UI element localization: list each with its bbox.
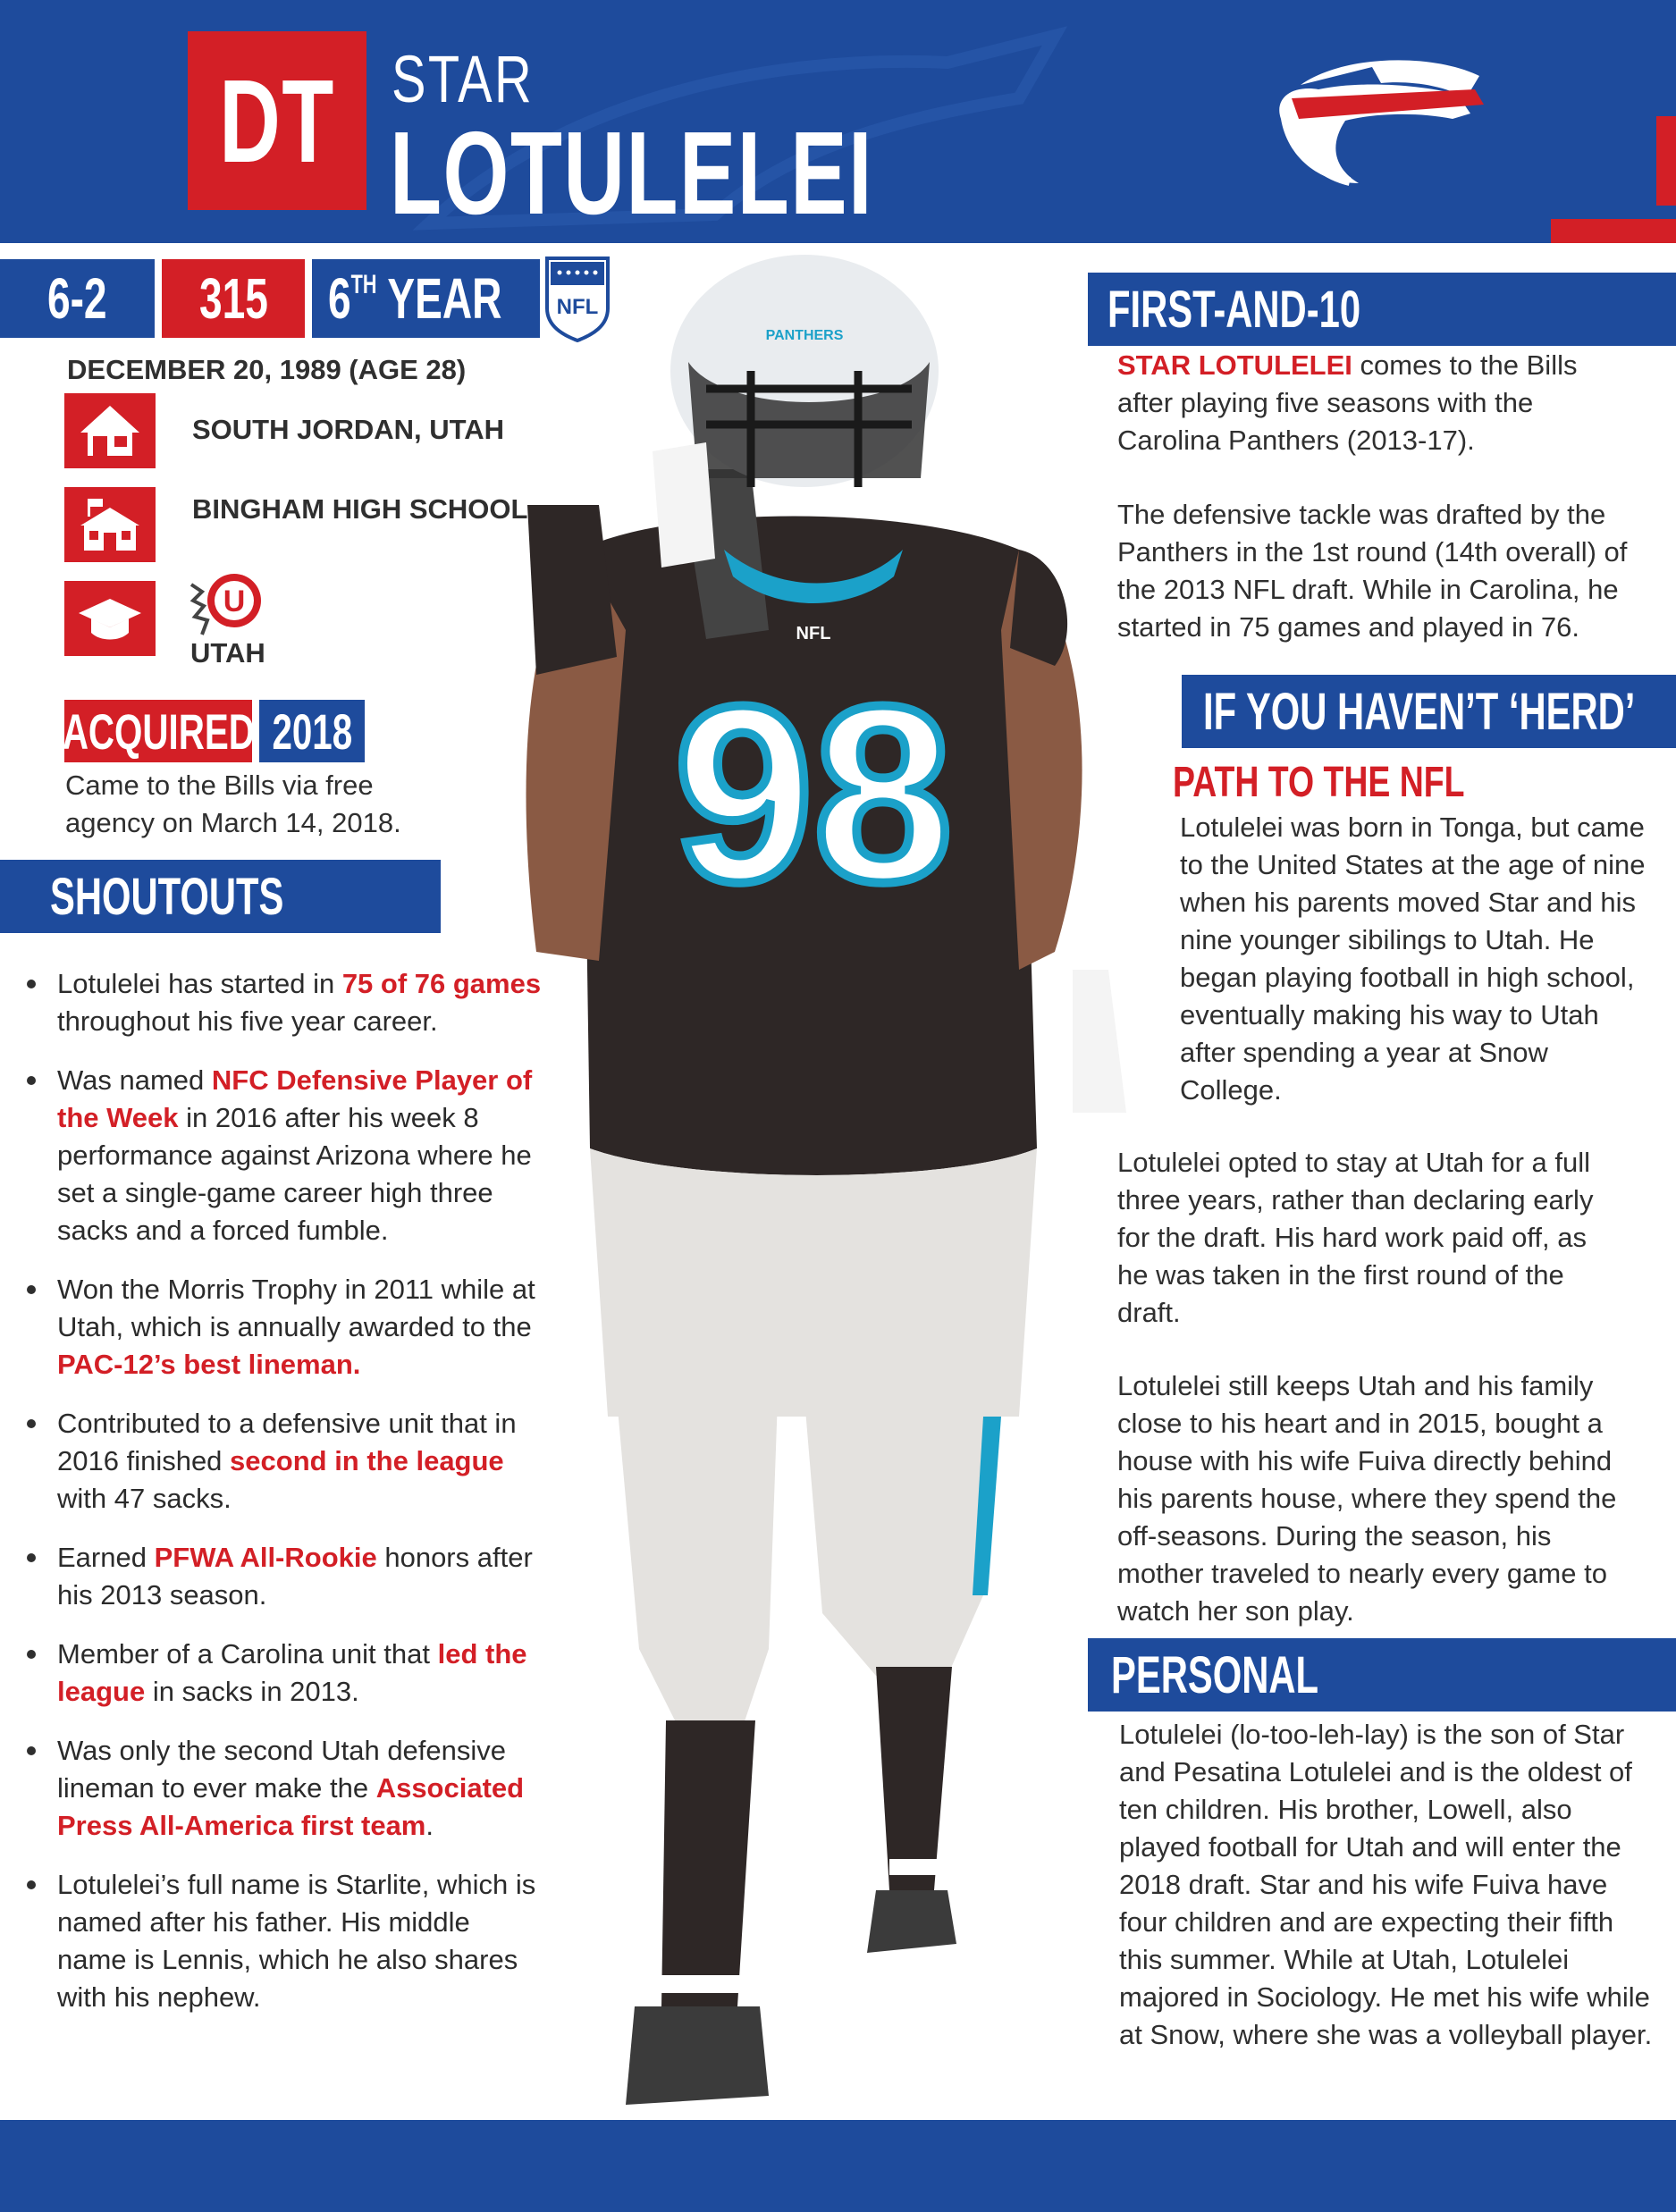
hometown: SOUTH JORDAN, UTAH [192, 414, 505, 445]
shoutouts-header [0, 860, 441, 933]
player-name-highlight: STAR LOTULELEI [1117, 349, 1352, 381]
player-photo [483, 255, 1144, 2114]
herd-paragraph-2: Lotulelei opted to stay at Utah for a full three years, rather than declaring early for the draft. His hard work paid off, as he was taken in the first round of the draft. [1117, 1147, 1594, 1328]
nfl-shield-text: NFL [556, 295, 599, 319]
year-ordinal: TH [350, 270, 377, 299]
height-stat [0, 259, 155, 338]
personal-title: PERSONAL [1111, 1645, 1319, 1704]
herd-header [1182, 675, 1676, 748]
header-red-stripe [1551, 219, 1676, 243]
herd-title: IF YOU HAVEN’T ‘HERD’ [1203, 682, 1636, 741]
buffalo-bills-logo-icon [1265, 49, 1497, 192]
utah-utes-logo-icon [184, 565, 266, 642]
acquired-text: Came to the Bills via free agency on March 14, 2018. [65, 770, 401, 838]
high-school-icon-box [64, 487, 156, 562]
personal-header [1088, 1638, 1676, 1712]
experience-value [328, 265, 501, 332]
year-word: YEAR [376, 266, 502, 331]
jersey-logo: NFL [796, 624, 831, 643]
shoutout-item: Lotulelei has started in 75 of 76 games throughout his five year career. [0, 965, 545, 1040]
high-school: BINGHAM HIGH SCHOOL [192, 493, 528, 525]
year-number: 6 [328, 266, 351, 331]
jersey-number: 98 [674, 655, 953, 934]
position-text: DT [219, 55, 335, 187]
utah-logo-letter: U [223, 585, 246, 618]
first-and-10-paragraph-1: STAR LOTULELEI comes to the Bills after playing five seasons with the Carolina Panthers (2013-17). [1117, 349, 1578, 456]
shoutout-item: Contributed to a defensive unit that in 2016 finished second in the league with 47 sacks. [0, 1405, 545, 1518]
footer-bar [0, 2120, 1676, 2212]
player-last-name: LOTULELEI [390, 107, 873, 239]
shoutout-item: Was named NFC Defensive Player of the Week in 2016 after his week 8 performance against Arizona where he set a single-game career high three sacks and a forced fumble. [0, 1062, 545, 1249]
acquired-label: ACQUIRED [62, 702, 255, 760]
shoutouts-title: SHOUTOUTS [50, 867, 284, 926]
first-and-10-paragraph-2: The defensive tackle was drafted by the Panthers in the 1st round (14th overall) of the 2013 NFL draft. While in Carolina, he started in 75 games and played in 76. [1117, 499, 1628, 643]
school-building-icon [77, 495, 143, 554]
house-icon [77, 402, 143, 459]
shoutouts-list [0, 965, 545, 2038]
acquired-year: 2018 [272, 702, 352, 760]
path-to-nfl-subtitle: PATH TO THE NFL [1173, 759, 1465, 806]
shoutout-item: Won the Morris Trophy in 2011 while at Utah, which is annually awarded to the PAC-12’s best lineman. [0, 1271, 545, 1384]
helmet-text: PANTHERS [765, 328, 844, 343]
personal-text: Lotulelei (lo-too-leh-lay) is the son of Star and Pesatina Lotulelei and is the oldest of ten children. His brother, Lowell, also played football for Utah and will enter the 2018 draft. Star and his wife Fuiva have four children and are expecting their fifth this summer. While at Utah, Lotulelei majored in Sociology. He met his wife while at Snow, where she was a volleyball player. [1119, 1719, 1653, 2050]
shoutout-item: Member of a Carolina unit that led the league in sacks in 2013. [0, 1636, 545, 1711]
position-badge [188, 31, 366, 210]
height-value: 6-2 [47, 266, 107, 331]
player-first-name: STAR [392, 42, 535, 116]
weight-stat [162, 259, 305, 338]
college-icon-box [64, 581, 156, 656]
acquired-year-tag [259, 700, 365, 762]
weight-value: 315 [198, 266, 268, 331]
herd-paragraph-3: Lotulelei still keeps Utah and his family close to his heart and in 2015, bought a house with his wife Fuiva directly behind his parents house, where they spend the off-seasons. During the season, his mother traveled to nearly every game to watch her son play. [1117, 1370, 1617, 1627]
shoutout-item: Earned PFWA All-Rookie honors after his 2013 season. [0, 1539, 545, 1614]
college: UTAH [190, 637, 265, 669]
first-and-10-header [1088, 273, 1676, 346]
first-and-10-title: FIRST-AND-10 [1108, 280, 1361, 339]
shoutout-item: Lotulelei’s full name is Starlite, which is named after his father. His middle name is Lennis, which he also shares with his nephew. [0, 1866, 545, 2016]
header-red-accent [1656, 116, 1676, 206]
birth-date: DECEMBER 20, 1989 (AGE 28) [67, 354, 467, 385]
herd-paragraph-1: Lotulelei was born in Tonga, but came to the United States at the age of nine when his parents moved Star and his nine younger sibilings to Utah. He began playing football in high school, eventually making his way to Utah after spending a year at Snow College. [1180, 812, 1646, 1106]
graduation-cap-icon [77, 592, 143, 645]
hometown-icon-box [64, 393, 156, 468]
shoutout-item: Was only the second Utah defensive lineman to ever make the Associated Press All-America first team. [0, 1732, 545, 1845]
acquired-label-tag [62, 700, 255, 762]
